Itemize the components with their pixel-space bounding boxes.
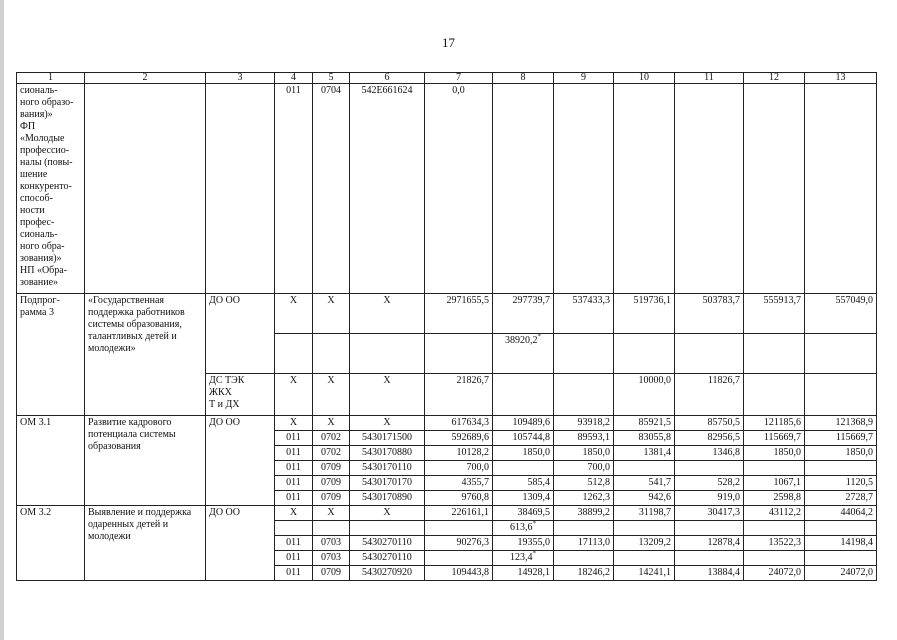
- table-cell: 297739,7: [493, 294, 554, 334]
- table-cell: [744, 551, 805, 566]
- table-cell: [313, 334, 350, 374]
- table-cell: [675, 461, 744, 476]
- header-cell: 11: [675, 73, 744, 84]
- table-cell: [744, 334, 805, 374]
- header-cell: 4: [275, 73, 313, 84]
- table-cell: 1346,8: [675, 446, 744, 461]
- table-cell: 0703: [313, 551, 350, 566]
- table-cell: 700,0: [425, 461, 493, 476]
- table-cell: X: [350, 506, 425, 521]
- table-cell: [493, 84, 554, 294]
- table-cell: 30417,3: [675, 506, 744, 521]
- table-cell: 17113,0: [554, 536, 614, 551]
- table-cell: 5430270110: [350, 551, 425, 566]
- table-cell: 512,8: [554, 476, 614, 491]
- table-cell: [614, 461, 675, 476]
- table-cell: 0703: [313, 536, 350, 551]
- table-cell: 1309,4: [493, 491, 554, 506]
- table-cell: [805, 461, 877, 476]
- table-cell: 555913,7: [744, 294, 805, 334]
- table-cell: X: [313, 374, 350, 416]
- table-cell: 1120,5: [805, 476, 877, 491]
- scan-edge: [0, 0, 4, 640]
- header-cell: 1: [17, 73, 85, 84]
- table-cell: 919,0: [675, 491, 744, 506]
- table-cell: 585,4: [493, 476, 554, 491]
- table-cell: 542E661624: [350, 84, 425, 294]
- table-cell: 011: [275, 461, 313, 476]
- header-cell: 3: [206, 73, 275, 84]
- table-cell: [425, 334, 493, 374]
- table-cell: [493, 521, 554, 536]
- table-cell: 5430270110: [350, 536, 425, 551]
- table-cell: 2598,8: [744, 491, 805, 506]
- table-cell: [554, 551, 614, 566]
- table-cell: [275, 334, 313, 374]
- table-cell: 0,0: [425, 84, 493, 294]
- table-cell: [554, 334, 614, 374]
- table-cell: 0702: [313, 431, 350, 446]
- table-cell: [554, 521, 614, 536]
- table-cell: 13209,2: [614, 536, 675, 551]
- table-cell: X: [275, 294, 313, 334]
- table-cell: Развитие кадрового потенциала системы образования: [85, 416, 206, 506]
- table-cell: 21826,7: [425, 374, 493, 416]
- table-cell: 11826,7: [675, 374, 744, 416]
- table-row: [17, 84, 877, 294]
- header-row: [17, 73, 877, 84]
- table-cell: 0709: [313, 491, 350, 506]
- header-cell: 10: [614, 73, 675, 84]
- table-cell: 0709: [313, 476, 350, 491]
- table-cell: [350, 334, 425, 374]
- table-cell: 1850,0: [805, 446, 877, 461]
- table-row: [17, 294, 877, 334]
- table-cell: 011: [275, 491, 313, 506]
- table-cell: 0702: [313, 446, 350, 461]
- table-cell: 13884,4: [675, 566, 744, 581]
- table-cell: 4355,7: [425, 476, 493, 491]
- table-cell: 121185,6: [744, 416, 805, 431]
- table-cell: X: [275, 374, 313, 416]
- table-cell: 9760,8: [425, 491, 493, 506]
- table-cell: ДО ОО: [206, 416, 275, 506]
- page-number: 17: [442, 35, 455, 50]
- table-cell: [805, 521, 877, 536]
- budget-table: [16, 72, 877, 581]
- table-cell: 109489,6: [493, 416, 554, 431]
- header-cell: 9: [554, 73, 614, 84]
- table-cell: [675, 84, 744, 294]
- table-cell: 1067,1: [744, 476, 805, 491]
- table-cell: X: [313, 506, 350, 521]
- table-cell: [275, 521, 313, 536]
- table-cell: 011: [275, 566, 313, 581]
- table-cell: ОМ 3.2: [17, 506, 85, 581]
- table-cell: [744, 521, 805, 536]
- table-cell: [744, 84, 805, 294]
- table-cell: [313, 521, 350, 536]
- table-cell: [493, 461, 554, 476]
- table-cell: 18246,2: [554, 566, 614, 581]
- table-cell: X: [350, 374, 425, 416]
- table-cell: 0709: [313, 566, 350, 581]
- table-cell: 82956,5: [675, 431, 744, 446]
- table-cell: 557049,0: [805, 294, 877, 334]
- table-cell: 528,2: [675, 476, 744, 491]
- table-cell: 13522,3: [744, 536, 805, 551]
- table-cell: 537433,3: [554, 294, 614, 334]
- table-cell: 1850,0: [554, 446, 614, 461]
- header-cell: 6: [350, 73, 425, 84]
- table-cell: 617634,3: [425, 416, 493, 431]
- table-cell: «Государственная поддержка работников системы образования, талантливых детей и молодежи»: [85, 294, 206, 416]
- table-cell: 24072,0: [744, 566, 805, 581]
- table-cell: [805, 551, 877, 566]
- table-cell: 31198,7: [614, 506, 675, 521]
- table-cell: 5430170880: [350, 446, 425, 461]
- table-cell: 5430270920: [350, 566, 425, 581]
- table-cell: [805, 374, 877, 416]
- footnote-mark: *: [532, 520, 536, 528]
- table-cell: 011: [275, 551, 313, 566]
- table-cell: 24072,0: [805, 566, 877, 581]
- table-cell: [614, 334, 675, 374]
- table-cell: [206, 84, 275, 294]
- cell-value: 38920,2: [505, 335, 538, 346]
- table-cell: 5430171500: [350, 431, 425, 446]
- table-cell: [85, 84, 206, 294]
- table-cell: X: [313, 416, 350, 431]
- table-cell: 38899,2: [554, 506, 614, 521]
- table-cell: 10128,2: [425, 446, 493, 461]
- table-cell: [425, 551, 493, 566]
- table-cell: 5430170170: [350, 476, 425, 491]
- table-cell: [493, 374, 554, 416]
- table-cell: ДО ОО: [206, 506, 275, 581]
- table-cell: 14241,1: [614, 566, 675, 581]
- table-cell: 109443,8: [425, 566, 493, 581]
- table-cell: 1381,4: [614, 446, 675, 461]
- table-cell: Выявление и поддержка одаренных детей и молодежи: [85, 506, 206, 581]
- table-cell: 89593,1: [554, 431, 614, 446]
- table-cell: 011: [275, 431, 313, 446]
- table-cell: 011: [275, 446, 313, 461]
- table-cell: 011: [275, 84, 313, 294]
- table-cell: X: [313, 294, 350, 334]
- cell-value: 613,6: [510, 522, 533, 533]
- table-cell: [675, 521, 744, 536]
- table-cell: [493, 551, 554, 566]
- table-cell: [805, 84, 877, 294]
- table-cell: 121368,9: [805, 416, 877, 431]
- header-cell: 2: [85, 73, 206, 84]
- table-cell: 5430170890: [350, 491, 425, 506]
- table-cell: [675, 551, 744, 566]
- table-cell: [614, 521, 675, 536]
- table-cell: X: [275, 506, 313, 521]
- table-cell: [744, 374, 805, 416]
- table-cell: 011: [275, 476, 313, 491]
- table-cell: 700,0: [554, 461, 614, 476]
- table-cell: 83055,8: [614, 431, 675, 446]
- table-cell: Подпрог- рамма 3: [17, 294, 85, 416]
- header-cell: 5: [313, 73, 350, 84]
- table-cell: [554, 84, 614, 294]
- table-cell: 503783,7: [675, 294, 744, 334]
- table-cell: 44064,2: [805, 506, 877, 521]
- table-cell: 942,6: [614, 491, 675, 506]
- header-cell: 12: [744, 73, 805, 84]
- table-cell: 1850,0: [744, 446, 805, 461]
- table-cell: [744, 461, 805, 476]
- table-cell: 14928,1: [493, 566, 554, 581]
- cell-value: 123,4: [510, 552, 533, 563]
- table-cell: X: [350, 294, 425, 334]
- table-cell: X: [275, 416, 313, 431]
- table-cell: 14198,4: [805, 536, 877, 551]
- table-cell: [614, 84, 675, 294]
- footnote-mark: *: [532, 550, 536, 558]
- table-cell: 38469,5: [493, 506, 554, 521]
- table-cell: [805, 334, 877, 374]
- table-cell: 43112,2: [744, 506, 805, 521]
- table-cell: 011: [275, 536, 313, 551]
- table-row: [17, 416, 877, 431]
- table-cell: 12878,4: [675, 536, 744, 551]
- table-cell: [350, 521, 425, 536]
- table-cell: 115669,7: [805, 431, 877, 446]
- table-cell: [425, 521, 493, 536]
- program-name-cell: сиональ- ного образо- вания)» ФП «Молодые профессио- налы (повы- шение конкуренто- способ- ности профес- сиональ- ного обра- зования)» НП «Обра- зование»: [17, 84, 85, 294]
- table-cell: 90276,3: [425, 536, 493, 551]
- table-cell: [675, 334, 744, 374]
- header-cell: 8: [493, 73, 554, 84]
- header-cell: 13: [805, 73, 877, 84]
- table-cell: [554, 374, 614, 416]
- table-cell: 10000,0: [614, 374, 675, 416]
- table-cell: ДО ОО: [206, 294, 275, 374]
- table-cell: 0709: [313, 461, 350, 476]
- table-cell: 85750,5: [675, 416, 744, 431]
- table-cell: 105744,8: [493, 431, 554, 446]
- table-row: [17, 506, 877, 521]
- table-cell: 0704: [313, 84, 350, 294]
- table-cell: 592689,6: [425, 431, 493, 446]
- table-cell: 2728,7: [805, 491, 877, 506]
- table-cell: X: [350, 416, 425, 431]
- table-cell: 1262,3: [554, 491, 614, 506]
- table-cell: 5430170110: [350, 461, 425, 476]
- table-cell: 226161,1: [425, 506, 493, 521]
- table-cell: 1850,0: [493, 446, 554, 461]
- table-cell: 541,7: [614, 476, 675, 491]
- table-cell: 115669,7: [744, 431, 805, 446]
- table-cell: 2971655,5: [425, 294, 493, 334]
- table-cell: ОМ 3.1: [17, 416, 85, 506]
- table-cell: 93918,2: [554, 416, 614, 431]
- table-cell: 85921,5: [614, 416, 675, 431]
- table-cell: 19355,0: [493, 536, 554, 551]
- table-cell: ДС ТЭК ЖКХ Т и ДХ: [206, 374, 275, 416]
- table-cell: 519736,1: [614, 294, 675, 334]
- header-cell: 7: [425, 73, 493, 84]
- footnote-mark: *: [537, 333, 541, 341]
- table-cell: [614, 551, 675, 566]
- table-cell: [493, 334, 554, 374]
